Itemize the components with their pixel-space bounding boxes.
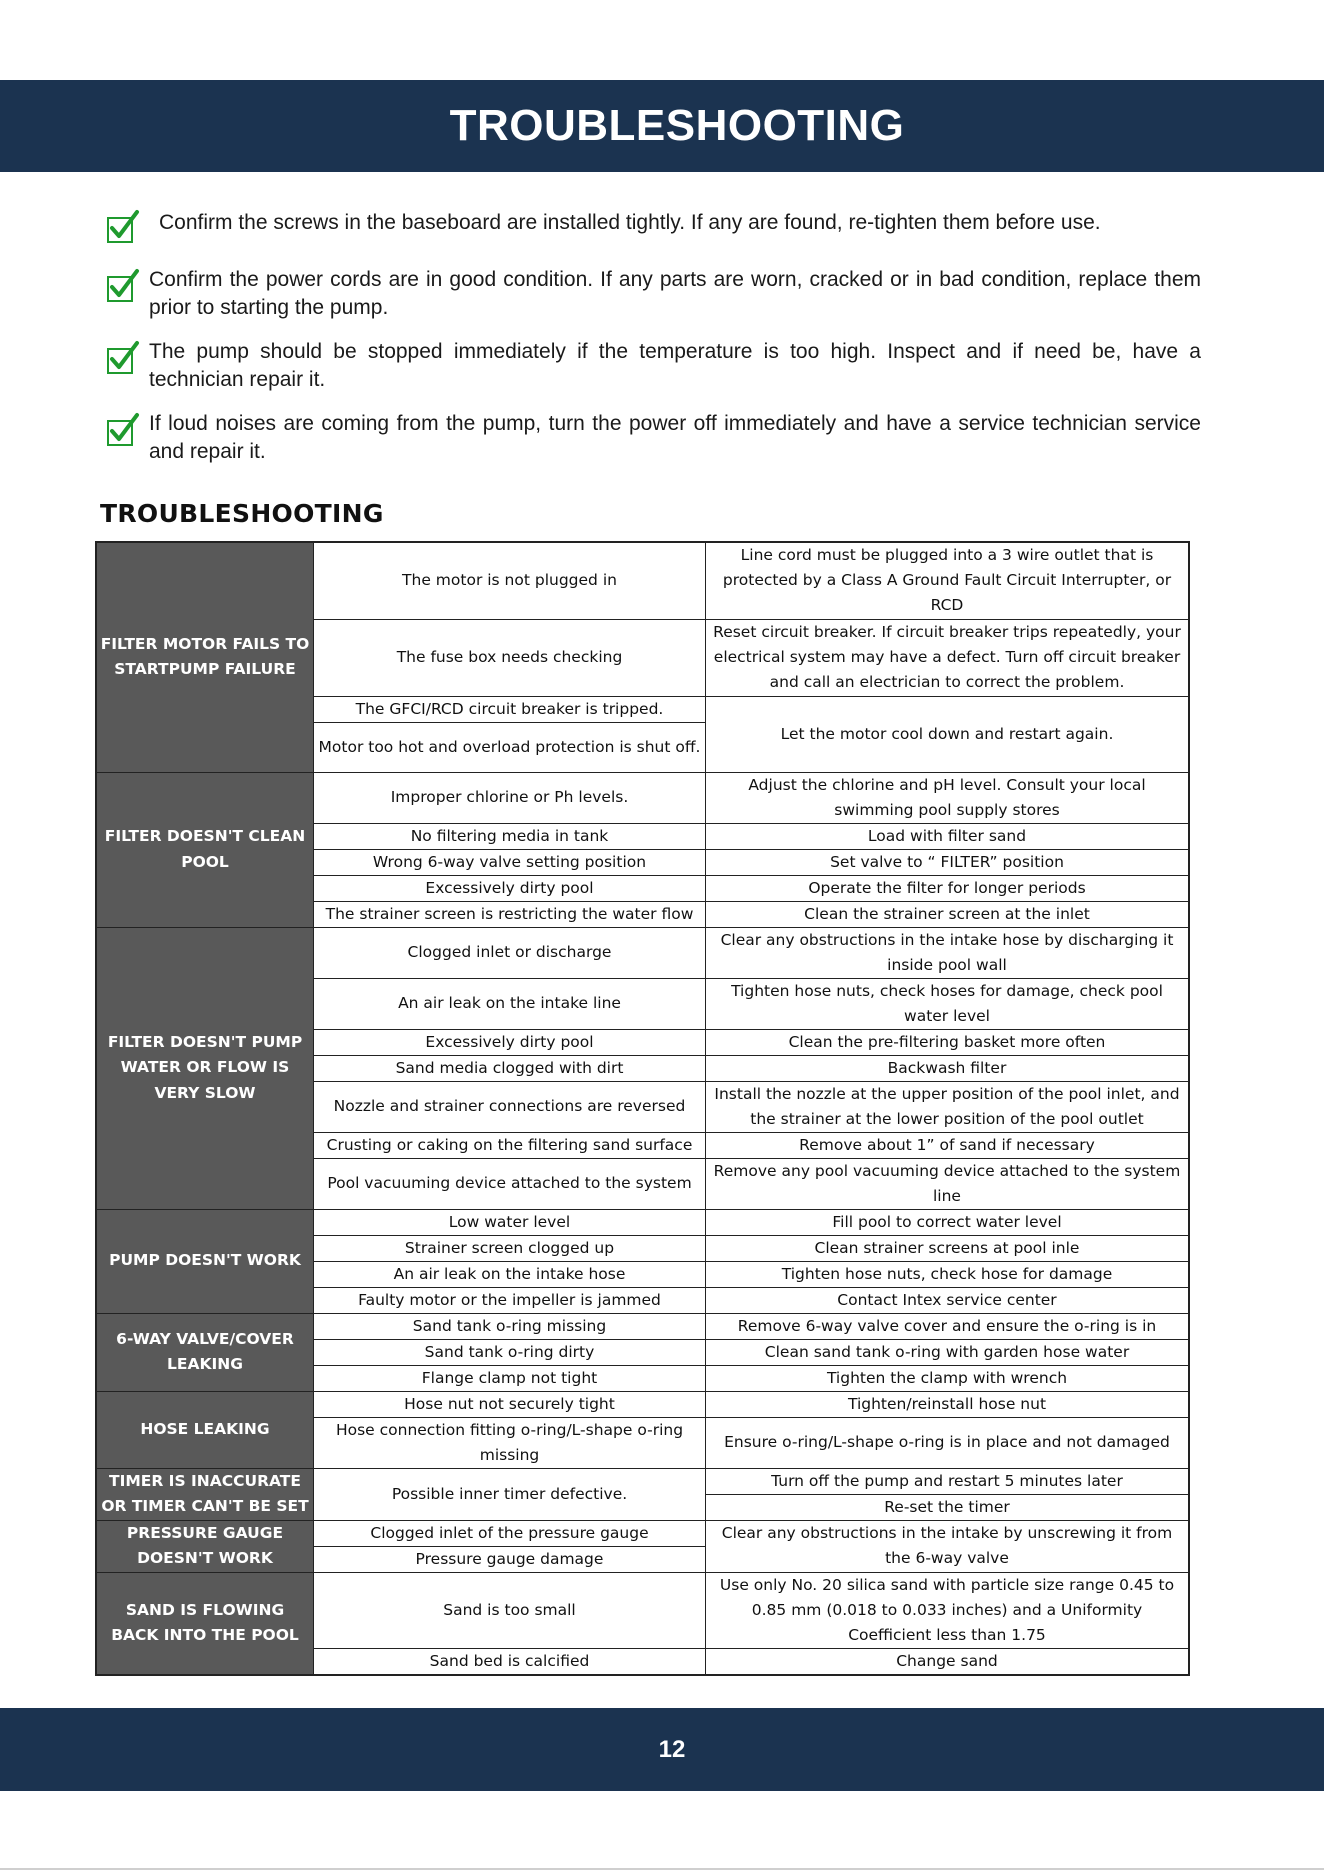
cause-cell: No filtering media in tank <box>314 823 706 849</box>
cause-cell: Nozzle and strainer connections are reversed <box>314 1081 706 1132</box>
solution-cell: Remove 6-way valve cover and ensure the o-ring is in <box>706 1313 1190 1339</box>
cause-cell: Sand media clogged with dirt <box>314 1055 706 1081</box>
solution-cell: Tighten hose nuts, check hose for damage <box>706 1261 1190 1287</box>
solution-cell: Clean strainer screens at pool inle <box>706 1235 1190 1261</box>
cause-cell: Possible inner timer defective. <box>314 1468 706 1520</box>
category-cell: PUMP DOESN'T WORK <box>96 1209 314 1313</box>
solution-cell: Fill pool to correct water level <box>706 1209 1190 1235</box>
checklist-item: Confirm the screws in the baseboard are installed tightly. If any are found, re-tighten them before use. <box>159 211 1101 234</box>
solution-cell: Load with filter sand <box>706 823 1190 849</box>
cause-cell: Faulty motor or the impeller is jammed <box>314 1287 706 1313</box>
solution-cell: Clean sand tank o-ring with garden hose water <box>706 1339 1190 1365</box>
solution-cell: Tighten hose nuts, check hoses for damage, check pool water level <box>706 978 1190 1029</box>
cause-cell: Pool vacuuming device attached to the system <box>314 1158 706 1209</box>
solution-cell: Reset circuit breaker. If circuit breaker trips repeatedly, your electrical system may have a defect. Turn off circuit breaker and call an electrician to correct the problem. <box>706 619 1190 696</box>
troubleshooting-table <box>95 541 1190 1676</box>
category-cell: SAND IS FLOWING BACK INTO THE POOL <box>96 1572 314 1675</box>
solution-cell: Operate the filter for longer periods <box>706 875 1190 901</box>
cause-cell: Motor too hot and overload protection is shut off. <box>314 722 706 772</box>
cause-cell: An air leak on the intake line <box>314 978 706 1029</box>
solution-cell: Clean the pre-filtering basket more often <box>706 1029 1190 1055</box>
category-cell: FILTER MOTOR FAILS TO STARTPUMP FAILURE <box>96 542 314 772</box>
table-row <box>96 1572 1189 1648</box>
cause-cell: Wrong 6-way valve setting position <box>314 849 706 875</box>
category-cell: 6-WAY VALVE/COVER LEAKING <box>96 1313 314 1391</box>
table-row <box>96 1468 1189 1494</box>
solution-cell: Adjust the chlorine and pH level. Consult your local swimming pool supply stores <box>706 772 1190 823</box>
cause-cell: Sand tank o-ring dirty <box>314 1339 706 1365</box>
cause-cell: Sand bed is calcified <box>314 1648 706 1675</box>
checkmark-icon <box>107 213 137 243</box>
solution-cell: Turn off the pump and restart 5 minutes later <box>706 1468 1190 1494</box>
cause-cell: Excessively dirty pool <box>314 875 706 901</box>
solution-cell: Let the motor cool down and restart again. <box>706 696 1190 772</box>
solution-cell: Re-set the timer <box>706 1494 1190 1520</box>
cause-cell: Hose nut not securely tight <box>314 1391 706 1417</box>
solution-cell: Contact Intex service center <box>706 1287 1190 1313</box>
bottom-divider <box>0 1868 1324 1870</box>
solution-cell: Clear any obstructions in the intake hose by discharging it inside pool wall <box>706 927 1190 978</box>
troubleshooting-table-wrapper <box>95 541 1190 1676</box>
checkmark-icon <box>107 272 137 302</box>
solution-cell: Tighten the clamp with wrench <box>706 1365 1190 1391</box>
cause-cell: Strainer screen clogged up <box>314 1235 706 1261</box>
solution-cell: Clean the strainer screen at the inlet <box>706 901 1190 927</box>
cause-cell: An air leak on the intake hose <box>314 1261 706 1287</box>
category-cell: PRESSURE GAUGE DOESN'T WORK <box>96 1520 314 1572</box>
table-row <box>96 542 1189 619</box>
checklist-item: Confirm the power cords are in good condition. If any parts are worn, cracked or in bad condition, replace them prior to starting the pump. <box>149 268 1201 319</box>
checkmark-icon <box>107 416 137 446</box>
solution-cell: Remove about 1” of sand if necessary <box>706 1132 1190 1158</box>
checklist-item: The pump should be stopped immediately if the temperature is too high. Inspect and if need be, have a technician repair it. <box>149 340 1201 391</box>
checkmark-icon <box>107 344 137 374</box>
header-banner <box>0 80 1324 172</box>
solution-cell: Backwash filter <box>706 1055 1190 1081</box>
cause-cell: Excessively dirty pool <box>314 1029 706 1055</box>
table-row <box>96 1313 1189 1339</box>
cause-cell: Flange clamp not tight <box>314 1365 706 1391</box>
table-row <box>96 927 1189 978</box>
category-cell: FILTER DOESN'T PUMP WATER OR FLOW IS VERY SLOW <box>96 927 314 1209</box>
table-row <box>96 1520 1189 1546</box>
cause-cell: Sand tank o-ring missing <box>314 1313 706 1339</box>
cause-cell: Sand is too small <box>314 1572 706 1648</box>
solution-cell: Tighten/reinstall hose nut <box>706 1391 1190 1417</box>
cause-cell: The strainer screen is restricting the water flow <box>314 901 706 927</box>
solution-cell: Remove any pool vacuuming device attached to the system line <box>706 1158 1190 1209</box>
cause-cell: Pressure gauge damage <box>314 1546 706 1572</box>
solution-cell: Ensure o-ring/L-shape o-ring is in place and not damaged <box>706 1417 1190 1468</box>
category-cell: TIMER IS INACCURATE OR TIMER CAN'T BE SET <box>96 1468 314 1520</box>
cause-cell: The GFCI/RCD circuit breaker is tripped. <box>314 696 706 722</box>
footer-bar <box>0 1708 1324 1791</box>
page-number: 12 <box>658 1735 686 1763</box>
solution-cell: Line cord must be plugged into a 3 wire outlet that is protected by a Class A Ground Fault Circuit Interrupter, or RCD <box>706 542 1190 619</box>
category-cell: FILTER DOESN'T CLEAN POOL <box>96 772 314 927</box>
solution-cell: Clear any obstructions in the intake by unscrewing it from the 6-way valve <box>706 1520 1190 1572</box>
solution-cell: Install the nozzle at the upper position of the pool inlet, and the strainer at the lower position of the pool outlet <box>706 1081 1190 1132</box>
category-cell: HOSE LEAKING <box>96 1391 314 1468</box>
cause-cell: Clogged inlet of the pressure gauge <box>314 1520 706 1546</box>
cause-cell: Clogged inlet or discharge <box>314 927 706 978</box>
solution-cell: Set valve to “ FILTER” position <box>706 849 1190 875</box>
cause-cell: Low water level <box>314 1209 706 1235</box>
cause-cell: Hose connection fitting o-ring/L-shape o-ring missing <box>314 1417 706 1468</box>
cause-cell: The fuse box needs checking <box>314 619 706 696</box>
table-row <box>96 1391 1189 1417</box>
section-heading: TROUBLESHOOTING <box>100 499 384 528</box>
checklist-item: If loud noises are coming from the pump, turn the power off immediately and have a service technician service and repair it. <box>149 412 1201 463</box>
solution-cell: Change sand <box>706 1648 1190 1675</box>
page-title: TROUBLESHOOTING <box>449 101 905 150</box>
table-row <box>96 772 1189 823</box>
cause-cell: Improper chlorine or Ph levels. <box>314 772 706 823</box>
cause-cell: The motor is not plugged in <box>314 542 706 619</box>
table-row <box>96 1209 1189 1235</box>
solution-cell: Use only No. 20 silica sand with particle size range 0.45 to 0.85 mm (0.018 to 0.033 inches) and a Uniformity Coefficient less than 1.75 <box>706 1572 1190 1648</box>
cause-cell: Crusting or caking on the filtering sand surface <box>314 1132 706 1158</box>
